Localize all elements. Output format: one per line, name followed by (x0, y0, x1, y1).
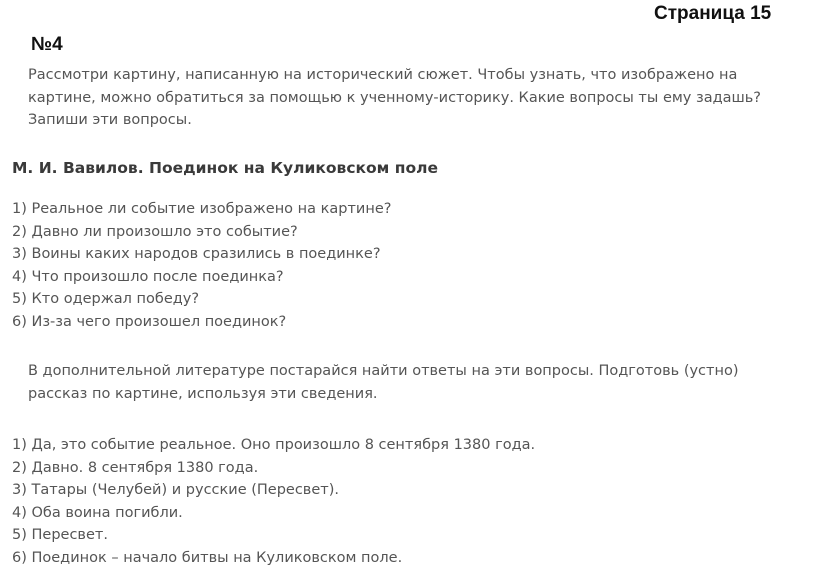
task-text: Рассмотри картину, написанную на исторический сюжет. Чтобы узнать, что изображено на картине, можно обратиться за помощью к ученному-историку. Какие вопросы ты ему задашь? Запиши эти вопросы. (28, 67, 762, 128)
question-item: 2) Давно ли произошло это событие? (12, 223, 298, 240)
answer-item: 1) Да, это событие реальное. Оно произошло 8 сентября 1380 года. (12, 437, 536, 453)
question-item: 6) Из-за чего произошел поединок? (12, 313, 287, 330)
page-number: Страница 15 (654, 3, 772, 24)
answers-list (12, 434, 535, 569)
answer-item: 6) Поединок – начало битвы на Куликовском поле. (12, 549, 403, 566)
question-item: 1) Реальное ли событие изображено на картине? (12, 201, 392, 217)
painting-title: М. И. Вавилов. Поединок на Куликовском поле (12, 159, 438, 177)
question-item: 4) Что произошло после поединка? (12, 268, 284, 285)
task-number: №4 (31, 34, 63, 55)
answer-item: 5) Пересвет. (12, 527, 108, 543)
questions-list (12, 198, 391, 333)
answer-item: 2) Давно. 8 сентября 1380 года. (12, 459, 259, 476)
answer-item: 3) Татары (Челубей) и русские (Пересвет). (12, 482, 339, 498)
question-item: 3) Воины каких народов сразились в поединке? (12, 246, 381, 262)
question-item: 5) Кто одержал победу? (12, 291, 200, 307)
extra-task-text: В дополнительной литературе постарайся найти ответы на эти вопросы. Подготовь (устно) рассказ по картине, используя эти сведения. (28, 363, 739, 402)
answer-item: 4) Оба воина погибли. (12, 504, 183, 521)
